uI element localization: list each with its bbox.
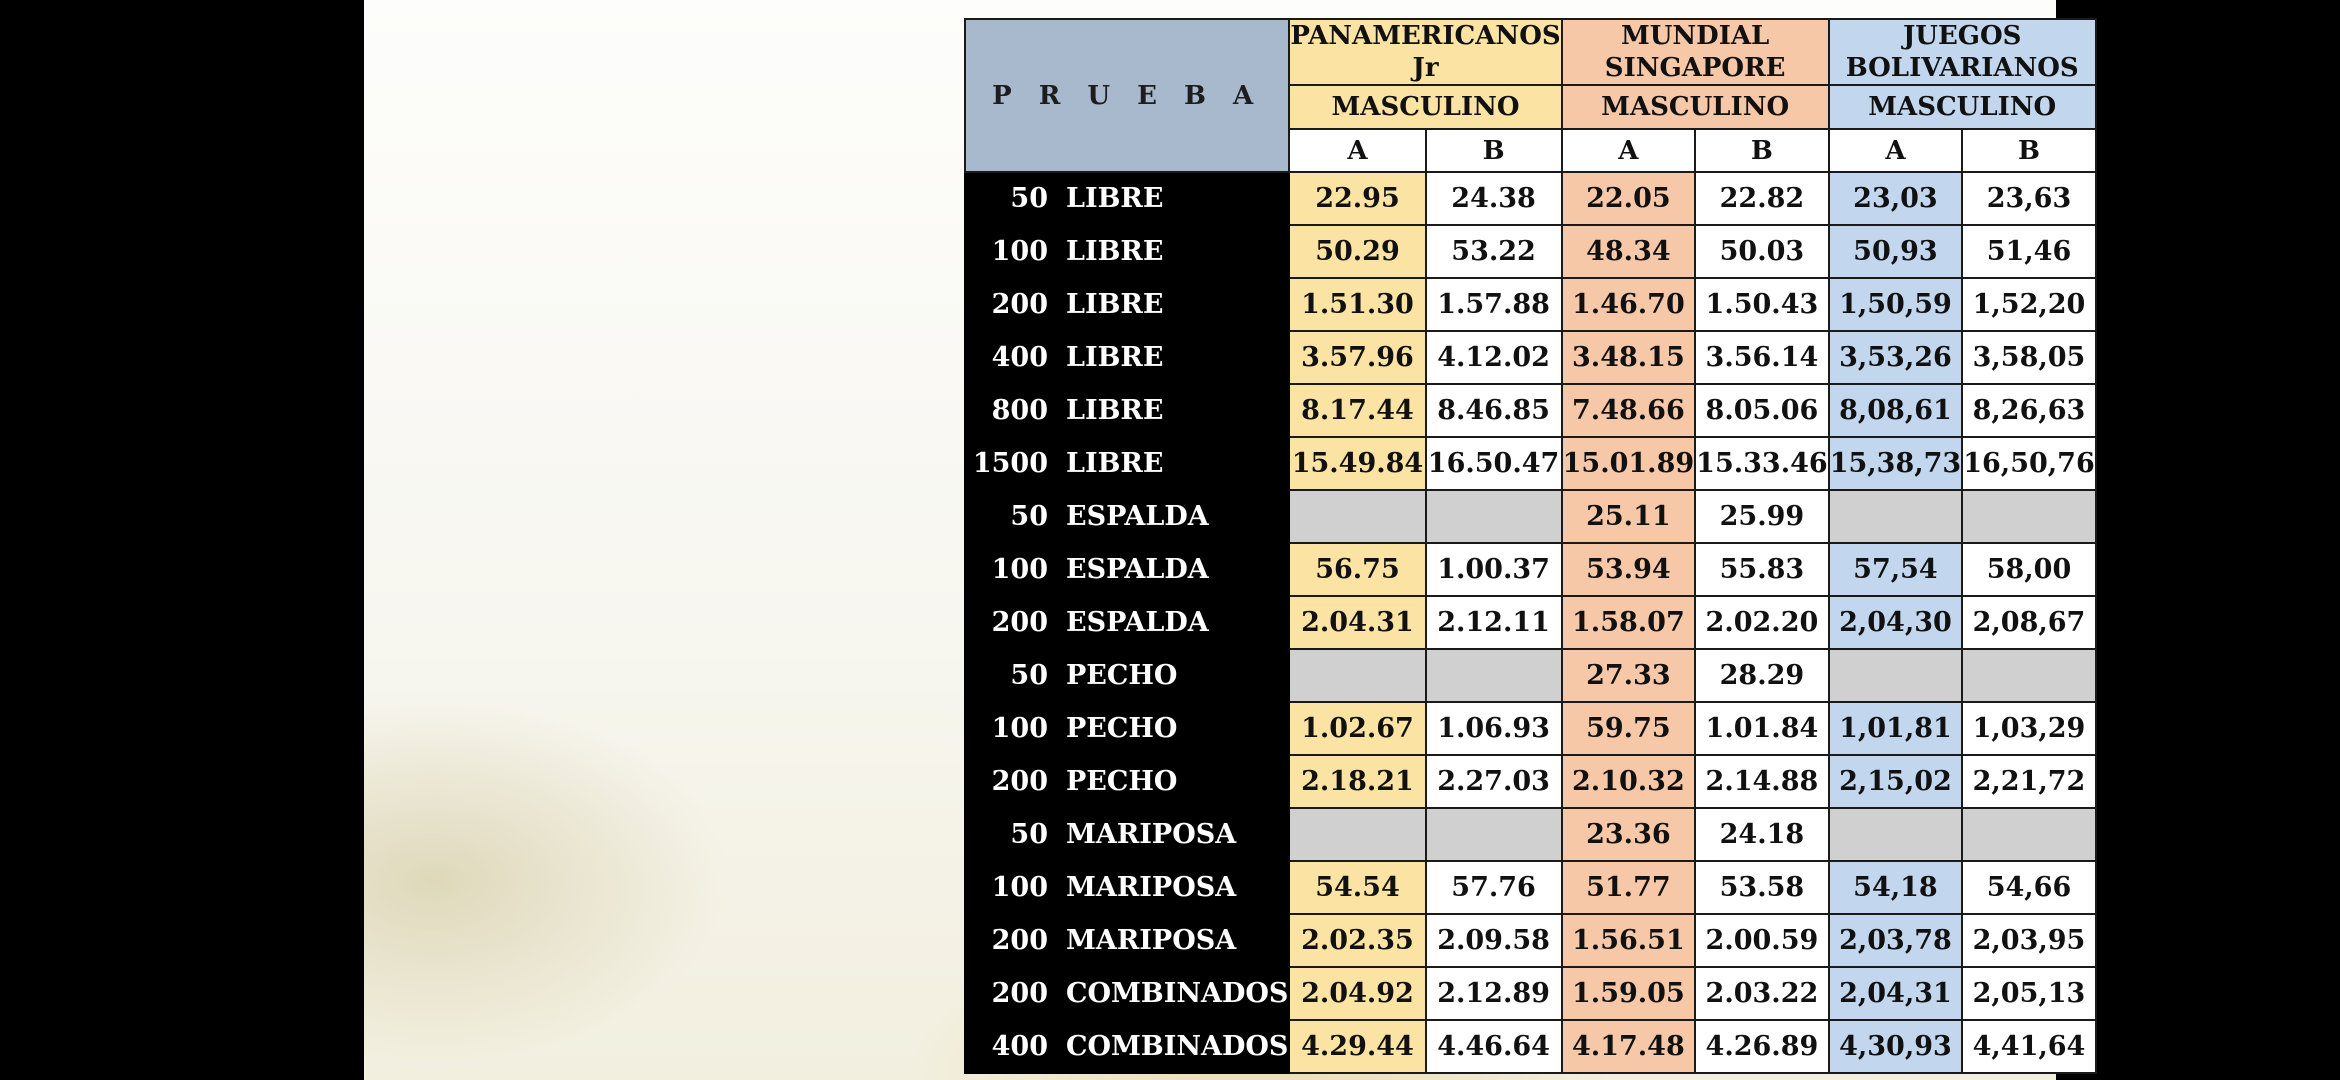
empty-cell xyxy=(1426,490,1562,543)
time-cell-bolivarianos-a: 23,03 xyxy=(1829,172,1963,225)
table-row xyxy=(965,914,2096,967)
time-cell-bolivarianos-a: 2,04,30 xyxy=(1829,596,1963,649)
time-cell-mundial-a: 59.75 xyxy=(1562,702,1696,755)
table-row xyxy=(965,596,2096,649)
competition-name-line2: BOLIVARIANOS xyxy=(1845,53,2079,83)
event-stroke: LIBRE xyxy=(1066,183,1164,214)
event-stroke: LIBRE xyxy=(1066,236,1164,267)
time-cell-mundial-b: 1.01.84 xyxy=(1695,702,1829,755)
table-body xyxy=(965,172,2096,1073)
table-row xyxy=(965,384,2096,437)
event-distance: 200 xyxy=(991,766,1048,797)
event-distance: 100 xyxy=(991,236,1048,267)
category-header-bolivarianos: MASCULINO xyxy=(1829,85,2096,129)
time-cell-mundial-a: 1.56.51 xyxy=(1562,914,1696,967)
empty-cell xyxy=(1289,649,1425,702)
time-cell-panamericanos-a: 2.18.21 xyxy=(1289,755,1425,808)
event-cell xyxy=(965,225,1289,278)
table-row xyxy=(965,755,2096,808)
time-cell-panamericanos-a: 54.54 xyxy=(1289,861,1425,914)
table-row xyxy=(965,172,2096,225)
slide xyxy=(364,0,2095,1080)
empty-cell xyxy=(1426,808,1562,861)
table-row xyxy=(965,225,2096,278)
time-cell-mundial-a: 15.01.89 xyxy=(1562,437,1696,490)
event-distance: 400 xyxy=(991,342,1048,373)
event-cell xyxy=(965,967,1289,1020)
event-distance: 1500 xyxy=(972,448,1048,479)
event-distance: 50 xyxy=(1010,183,1048,214)
event-cell xyxy=(965,490,1289,543)
time-cell-bolivarianos-b: 1,52,20 xyxy=(1962,278,2096,331)
time-cell-panamericanos-a: 50.29 xyxy=(1289,225,1425,278)
time-cell-mundial-a: 53.94 xyxy=(1562,543,1696,596)
table-row xyxy=(965,1020,2096,1073)
time-cell-panamericanos-b: 4.46.64 xyxy=(1426,1020,1562,1073)
empty-cell xyxy=(1829,490,1963,543)
time-cell-bolivarianos-b: 4,41,64 xyxy=(1962,1020,2096,1073)
event-cell xyxy=(965,543,1289,596)
event-stroke: LIBRE xyxy=(1066,342,1164,373)
time-cell-panamericanos-a: 3.57.96 xyxy=(1289,331,1425,384)
table-row xyxy=(965,437,2096,490)
time-cell-panamericanos-b: 2.09.58 xyxy=(1426,914,1562,967)
time-cell-bolivarianos-b: 8,26,63 xyxy=(1962,384,2096,437)
event-cell xyxy=(965,278,1289,331)
event-cell xyxy=(965,914,1289,967)
event-cell xyxy=(965,702,1289,755)
table-row xyxy=(965,490,2096,543)
time-cell-mundial-a: 3.48.15 xyxy=(1562,331,1696,384)
time-cell-panamericanos-b: 4.12.02 xyxy=(1426,331,1562,384)
event-distance: 50 xyxy=(1010,501,1048,532)
time-cell-panamericanos-a: 2.04.31 xyxy=(1289,596,1425,649)
time-cell-panamericanos-a: 22.95 xyxy=(1289,172,1425,225)
table-row xyxy=(965,649,2096,702)
competition-name-line2: Jr xyxy=(1412,53,1439,83)
time-cell-bolivarianos-b: 1,03,29 xyxy=(1962,702,2096,755)
time-cell-mundial-b: 8.05.06 xyxy=(1695,384,1829,437)
time-cell-bolivarianos-b: 3,58,05 xyxy=(1962,331,2096,384)
event-cell xyxy=(965,649,1289,702)
event-stroke: MARIPOSA xyxy=(1066,819,1237,850)
competition-header-mundial xyxy=(1562,19,1829,85)
event-stroke: COMBINADOS xyxy=(1066,1031,1289,1062)
event-stroke: LIBRE xyxy=(1066,448,1164,479)
time-cell-mundial-b: 28.29 xyxy=(1695,649,1829,702)
time-cell-bolivarianos-a: 54,18 xyxy=(1829,861,1963,914)
table-row xyxy=(965,967,2096,1020)
time-cell-panamericanos-a: 8.17.44 xyxy=(1289,384,1425,437)
time-cell-mundial-a: 7.48.66 xyxy=(1562,384,1696,437)
time-cell-mundial-b: 53.58 xyxy=(1695,861,1829,914)
competition-header-bolivarianos xyxy=(1829,19,2096,85)
competition-header-panamericanos xyxy=(1289,19,1561,85)
event-distance: 200 xyxy=(991,289,1048,320)
time-cell-mundial-a: 48.34 xyxy=(1562,225,1696,278)
time-cell-panamericanos-a: 1.51.30 xyxy=(1289,278,1425,331)
table-row xyxy=(965,702,2096,755)
event-distance: 400 xyxy=(991,1031,1048,1062)
event-distance: 200 xyxy=(991,607,1048,638)
event-stroke: LIBRE xyxy=(1066,395,1164,426)
empty-cell xyxy=(1289,808,1425,861)
event-cell xyxy=(965,331,1289,384)
time-cell-mundial-b: 3.56.14 xyxy=(1695,331,1829,384)
event-distance: 50 xyxy=(1010,660,1048,691)
empty-cell xyxy=(1962,649,2096,702)
event-stroke: MARIPOSA xyxy=(1066,872,1237,903)
time-cell-panamericanos-b: 2.27.03 xyxy=(1426,755,1562,808)
competition-name-line1: MUNDIAL xyxy=(1620,21,1770,51)
event-distance: 200 xyxy=(991,978,1048,1009)
time-cell-bolivarianos-b: 23,63 xyxy=(1962,172,2096,225)
time-cell-mundial-b: 2.14.88 xyxy=(1695,755,1829,808)
time-cell-bolivarianos-a: 1,50,59 xyxy=(1829,278,1963,331)
table-row xyxy=(965,278,2096,331)
time-cell-mundial-a: 1.58.07 xyxy=(1562,596,1696,649)
time-cell-panamericanos-b: 57.76 xyxy=(1426,861,1562,914)
event-stroke: PECHO xyxy=(1066,766,1178,797)
prueba-header: P R U E B A xyxy=(965,19,1289,172)
competition-name-line1: JUEGOS xyxy=(1903,21,2022,51)
table-row xyxy=(965,861,2096,914)
event-cell xyxy=(965,861,1289,914)
category-header-mundial: MASCULINO xyxy=(1562,85,1829,129)
time-cell-mundial-b: 1.50.43 xyxy=(1695,278,1829,331)
event-distance: 100 xyxy=(991,554,1048,585)
empty-cell xyxy=(1962,490,2096,543)
event-cell xyxy=(965,172,1289,225)
event-cell xyxy=(965,437,1289,490)
empty-cell xyxy=(1962,808,2096,861)
time-cell-mundial-b: 2.03.22 xyxy=(1695,967,1829,1020)
time-cell-bolivarianos-a: 4,30,93 xyxy=(1829,1020,1963,1073)
time-cell-panamericanos-b: 1.00.37 xyxy=(1426,543,1562,596)
time-cell-panamericanos-b: 16.50.47 xyxy=(1426,437,1562,490)
event-cell xyxy=(965,755,1289,808)
column-a-header: A xyxy=(1289,129,1425,172)
event-stroke: ESPALDA xyxy=(1066,501,1209,532)
event-distance: 50 xyxy=(1010,819,1048,850)
event-stroke: PECHO xyxy=(1066,660,1178,691)
competition-name-line2: SINGAPORE xyxy=(1604,53,1786,83)
time-cell-bolivarianos-b: 2,05,13 xyxy=(1962,967,2096,1020)
time-cell-mundial-b: 2.02.20 xyxy=(1695,596,1829,649)
time-cell-panamericanos-a: 2.02.35 xyxy=(1289,914,1425,967)
time-cell-panamericanos-a: 1.02.67 xyxy=(1289,702,1425,755)
table-row xyxy=(965,543,2096,596)
event-stroke: PECHO xyxy=(1066,713,1178,744)
time-cell-mundial-a: 22.05 xyxy=(1562,172,1696,225)
qualifying-times-table xyxy=(964,18,2097,1074)
column-b-header: B xyxy=(1962,129,2096,172)
event-cell xyxy=(965,384,1289,437)
time-cell-mundial-a: 2.10.32 xyxy=(1562,755,1696,808)
event-distance: 100 xyxy=(991,713,1048,744)
time-cell-bolivarianos-a: 57,54 xyxy=(1829,543,1963,596)
time-cell-bolivarianos-a: 2,03,78 xyxy=(1829,914,1963,967)
time-cell-bolivarianos-a: 3,53,26 xyxy=(1829,331,1963,384)
time-cell-mundial-a: 25.11 xyxy=(1562,490,1696,543)
event-cell xyxy=(965,808,1289,861)
time-cell-mundial-b: 55.83 xyxy=(1695,543,1829,596)
column-b-header: B xyxy=(1426,129,1562,172)
time-cell-panamericanos-a: 2.04.92 xyxy=(1289,967,1425,1020)
empty-cell xyxy=(1289,490,1425,543)
time-cell-bolivarianos-a: 2,04,31 xyxy=(1829,967,1963,1020)
event-stroke: MARIPOSA xyxy=(1066,925,1237,956)
table-row xyxy=(965,808,2096,861)
time-cell-panamericanos-b: 1.57.88 xyxy=(1426,278,1562,331)
time-cell-panamericanos-b: 53.22 xyxy=(1426,225,1562,278)
event-distance: 100 xyxy=(991,872,1048,903)
column-b-header: B xyxy=(1695,129,1829,172)
time-cell-mundial-a: 23.36 xyxy=(1562,808,1696,861)
event-distance: 200 xyxy=(991,925,1048,956)
time-cell-bolivarianos-b: 2,21,72 xyxy=(1962,755,2096,808)
time-cell-bolivarianos-a: 2,15,02 xyxy=(1829,755,1963,808)
time-cell-panamericanos-b: 2.12.11 xyxy=(1426,596,1562,649)
time-cell-mundial-b: 25.99 xyxy=(1695,490,1829,543)
time-cell-mundial-a: 1.59.05 xyxy=(1562,967,1696,1020)
time-cell-panamericanos-a: 56.75 xyxy=(1289,543,1425,596)
time-cell-mundial-b: 24.18 xyxy=(1695,808,1829,861)
time-cell-mundial-b: 4.26.89 xyxy=(1695,1020,1829,1073)
time-cell-bolivarianos-a: 1,01,81 xyxy=(1829,702,1963,755)
time-cell-panamericanos-b: 24.38 xyxy=(1426,172,1562,225)
event-stroke: ESPALDA xyxy=(1066,607,1209,638)
event-stroke: COMBINADOS xyxy=(1066,978,1289,1009)
empty-cell xyxy=(1426,649,1562,702)
time-cell-bolivarianos-a: 15,38,73 xyxy=(1829,437,1963,490)
competition-name-line1: PANAMERICANOS xyxy=(1290,21,1561,51)
empty-cell xyxy=(1829,649,1963,702)
time-cell-panamericanos-b: 8.46.85 xyxy=(1426,384,1562,437)
event-cell xyxy=(965,596,1289,649)
time-cell-panamericanos-b: 2.12.89 xyxy=(1426,967,1562,1020)
time-cell-panamericanos-b: 1.06.93 xyxy=(1426,702,1562,755)
time-cell-mundial-b: 2.00.59 xyxy=(1695,914,1829,967)
column-a-header: A xyxy=(1829,129,1963,172)
event-distance: 800 xyxy=(991,395,1048,426)
time-cell-mundial-b: 22.82 xyxy=(1695,172,1829,225)
time-cell-bolivarianos-b: 54,66 xyxy=(1962,861,2096,914)
event-cell xyxy=(965,1020,1289,1073)
time-cell-bolivarianos-b: 16,50,76 xyxy=(1962,437,2096,490)
time-cell-mundial-a: 27.33 xyxy=(1562,649,1696,702)
time-cell-bolivarianos-b: 2,03,95 xyxy=(1962,914,2096,967)
time-cell-bolivarianos-a: 50,93 xyxy=(1829,225,1963,278)
time-cell-mundial-a: 51.77 xyxy=(1562,861,1696,914)
time-cell-panamericanos-a: 15.49.84 xyxy=(1289,437,1425,490)
time-cell-mundial-b: 15.33.46 xyxy=(1695,437,1829,490)
event-stroke: LIBRE xyxy=(1066,289,1164,320)
time-cell-mundial-a: 4.17.48 xyxy=(1562,1020,1696,1073)
category-header-panamericanos: MASCULINO xyxy=(1289,85,1561,129)
time-cell-bolivarianos-b: 51,46 xyxy=(1962,225,2096,278)
time-cell-mundial-a: 1.46.70 xyxy=(1562,278,1696,331)
time-cell-bolivarianos-b: 2,08,67 xyxy=(1962,596,2096,649)
table-row xyxy=(965,331,2096,384)
time-cell-bolivarianos-b: 58,00 xyxy=(1962,543,2096,596)
time-cell-panamericanos-a: 4.29.44 xyxy=(1289,1020,1425,1073)
column-a-header: A xyxy=(1562,129,1696,172)
event-stroke: ESPALDA xyxy=(1066,554,1209,585)
empty-cell xyxy=(1829,808,1963,861)
time-cell-mundial-b: 50.03 xyxy=(1695,225,1829,278)
time-cell-bolivarianos-a: 8,08,61 xyxy=(1829,384,1963,437)
